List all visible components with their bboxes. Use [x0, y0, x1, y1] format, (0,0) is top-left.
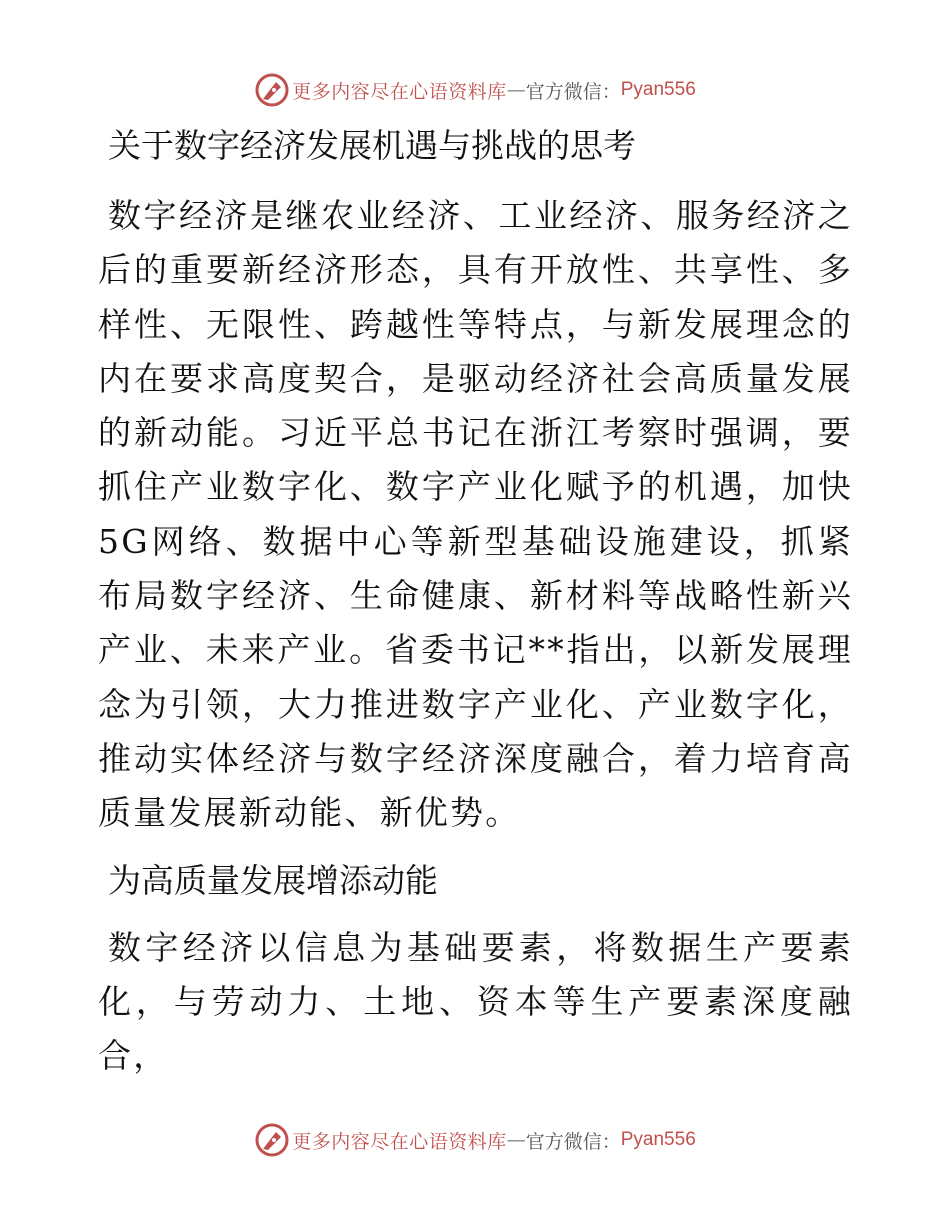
separator-dash: — [506, 79, 526, 101]
section-heading: 为高质量发展增添动能 [108, 860, 438, 900]
promo-text: 更多内容尽在心语资料库 [292, 1130, 507, 1153]
footer-banner [0, 1120, 950, 1160]
document-body [98, 122, 853, 1083]
wechat-id: Pyan556 [620, 1129, 696, 1150]
paragraph-section: 数字经济以信息为基础要素，将数据生产要素化，与劳动力、土地、资本等生产要素深度融合， [98, 927, 853, 1076]
pen-nib-logo-icon [254, 1122, 290, 1158]
paragraph-intro: 数字经济是继农业经济、工业经济、服务经济之后的重要新经济形态，具有开放性、共享性、多样性、无限性、跨越性等特点，与新发展理念的内在要求高度契合，是驱动经济社会高质量发展的新动能。习近平总书记在浙江考察时强调，要抓住产业数字化、数字产业化赋予的机遇，加快5G网络、数据中心等新型基础设施建设，抓紧布局数字经济、生命健康、新材料等战略性新兴产业、未来产业。省委书记**指出，以新发展理念为引领，大力推进数字产业化、产业数字化，推动实体经济与数字经济深度融合，着力培育高质量发展新动能、新优势。 [98, 196, 853, 833]
separator-dash: — [506, 1129, 526, 1151]
promo-text: 更多内容尽在心语资料库 [292, 80, 507, 103]
official-wechat-label: 官方微信： [525, 1130, 621, 1153]
pen-nib-logo-icon [254, 72, 290, 108]
document-title: 关于数字经济发展机遇与挑战的思考 [108, 126, 636, 165]
header-banner [0, 70, 950, 110]
wechat-id: Pyan556 [620, 79, 696, 100]
official-wechat-label: 官方微信： [525, 80, 621, 103]
